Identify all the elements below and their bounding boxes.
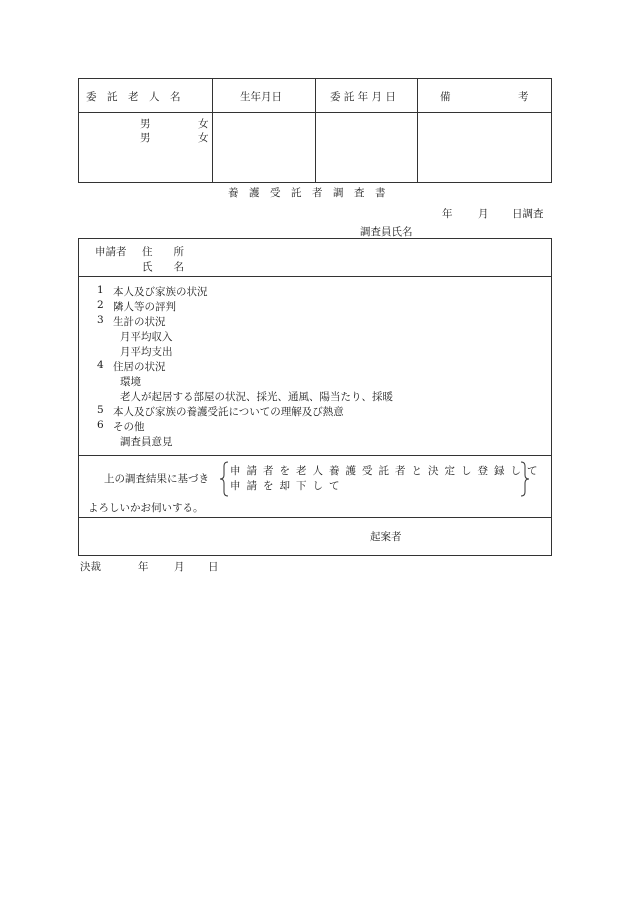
applicant-label: 申請者: [95, 246, 127, 258]
right-brace-icon: [520, 461, 530, 497]
table-divider: [78, 276, 552, 277]
table-divider: [212, 78, 213, 183]
table-divider: [417, 78, 418, 183]
decision-option-reject: 申請を却下して: [230, 480, 346, 492]
list-item-number: 6: [97, 419, 104, 431]
list-item: 月平均収入: [120, 331, 173, 343]
applicant-name-label: 氏 名: [142, 261, 184, 273]
header-remarks: 考: [518, 91, 529, 103]
approval-label: 決裁: [80, 561, 101, 573]
date-year: 年: [442, 208, 453, 220]
row-male-label: 男: [140, 132, 151, 144]
approval-day: 日: [208, 561, 219, 573]
page-title: 養 護 受 託 者 調 査 書: [228, 187, 386, 199]
header-birth-date: 生年月日: [240, 91, 282, 103]
list-item-number: 3: [97, 314, 104, 326]
left-brace-icon: [219, 461, 229, 497]
approval-month: 月: [174, 561, 185, 573]
list-item: 本人及び家族の状況: [113, 286, 208, 298]
investigator-label: 調査員氏名: [360, 226, 413, 238]
header-remarks: 備: [440, 91, 451, 103]
list-item: 月平均支出: [120, 346, 173, 358]
list-item: 老人が起居する部屋の状況、採光、通風、陽当たり、採暖: [120, 391, 393, 403]
list-item: 本人及び家族の養護受託についての理解及び熱意: [113, 406, 344, 418]
list-item: 環境: [120, 376, 141, 388]
list-item: その他: [113, 421, 145, 433]
row-male-label: 男: [140, 118, 151, 130]
drafter-label: 起案者: [370, 531, 402, 543]
row-female-label: 女: [198, 132, 209, 144]
list-item: 住居の状況: [113, 361, 166, 373]
decision-closing: よろしいかお伺いする。: [88, 502, 204, 514]
row-female-label: 女: [198, 118, 209, 130]
approval-year: 年: [138, 561, 149, 573]
list-item-number: 4: [97, 359, 104, 371]
table-divider: [78, 455, 552, 456]
date-month: 月: [478, 208, 489, 220]
table-divider: [78, 517, 552, 518]
list-item-number: 1: [97, 284, 104, 296]
list-item-number: 5: [97, 404, 104, 416]
table-divider: [315, 78, 316, 183]
list-item: 調査員意見: [120, 436, 173, 448]
header-consign-name: 委 託 老 人 名: [86, 91, 181, 103]
applicant-address-label: 住 所: [142, 246, 184, 258]
decision-prefix: 上の調査結果に基づき: [104, 473, 209, 485]
list-item-number: 2: [97, 299, 104, 311]
header-consign-date: 委 託 年 月 日: [330, 91, 396, 103]
decision-option-register: 申請者を老人養護受託者と決定し登録して: [230, 465, 544, 477]
list-item: 生計の状況: [113, 316, 166, 328]
date-day-survey: 日調査: [512, 208, 544, 220]
list-item: 隣人等の評判: [113, 301, 176, 313]
